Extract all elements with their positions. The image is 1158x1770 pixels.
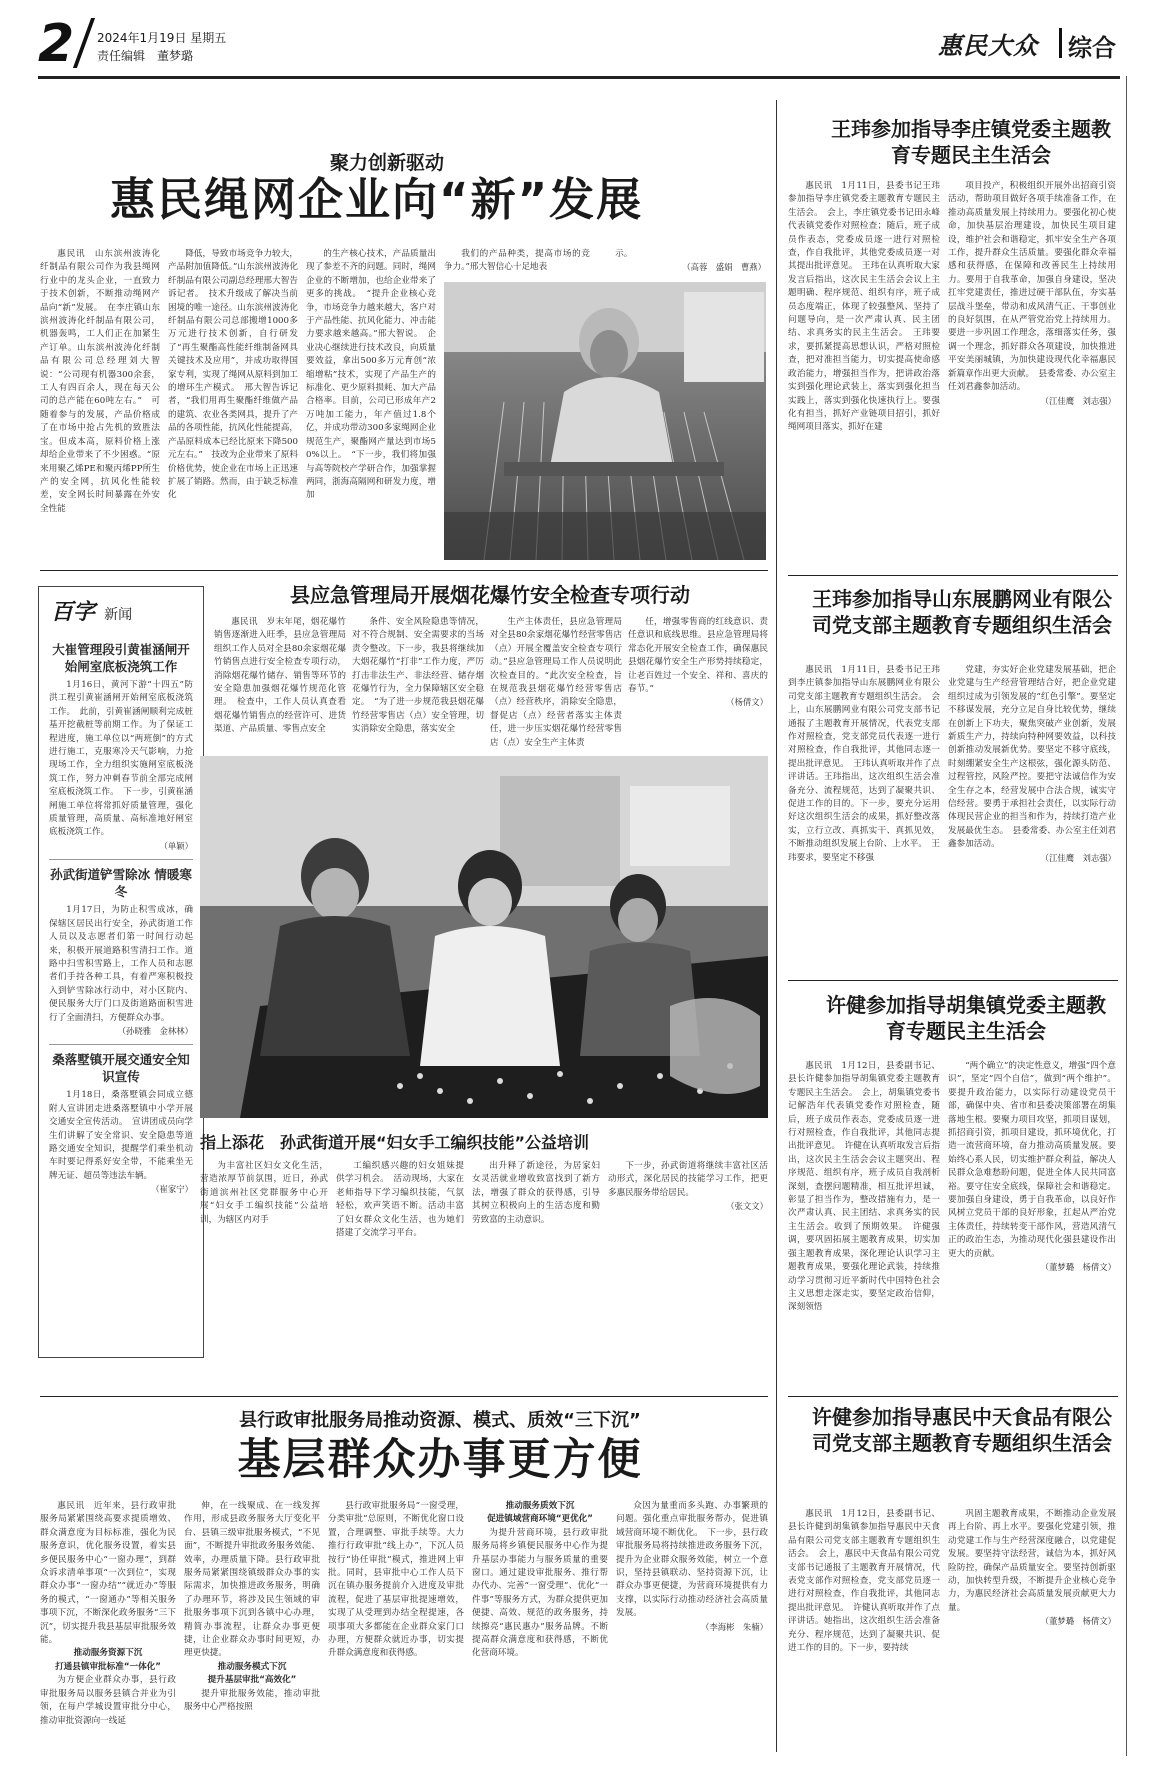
admin-byline: （李海彬 朱楠）	[701, 1621, 768, 1632]
brief-item-3-byline: （崔家宁）	[151, 1184, 193, 1195]
admin-sub3: 推动服务质效下沉	[505, 1501, 575, 1511]
lead-byline: （高蓉 盛娟 曹燕）	[682, 262, 766, 273]
brief-item-1	[49, 641, 193, 853]
admin-col2: 伸，在一线聚成、在一线发挥作用，形成县政务服务大厅变化平台、县镇三级审批服务模式，“不见面”，不断提升审批政务服务效能、效率，办理质量下降。县行政审批服务局紧紧围绕镇级群众办事的实际需求，加快推进政务服务，明确了办理环节，将涉及民生领域的审批服务事项下沉到各镇中心办理，精简办事流程，让群众办事更便捷，让企业群众办事时间更短，办理更快捷。 推动服务模式下沉 提升基层审批“高效化” 提升审批服务效能，推动审批服务中心严格按照	[184, 1501, 320, 1713]
brief-item-2-text: 1月17日，为防止积雪成冰，确保辖区居民出行安全，孙武街道工作人员以及志愿者们第一时间行动起来，积极开展道路积雪清扫工作。道路中扫雪积雪路上，工作人员和志愿者们手持各种工具，有着严寒积极投入到铲雪除冰行动中，对小区院内、便民服务大厅门口及街道路面积雪进行了全面清扫，方便群众办事。	[49, 905, 193, 1023]
brief-item-2	[49, 866, 193, 1038]
brief-item-1-text: 1月16日，黄河下游“十四五”防洪工程引黄崔涵闸开始闸室底板浇筑工作。 此前，引黄崔涵闸顺利完成桩基开挖截桩等前期工作。为了保证工程进度，施工单位以“两班倒”的方式进行施工，克服寒冷天气影响，力抢现场工作，全力组织实施闸室底板浇筑工作，努力冲刺春节前全部完成闸室底板浇筑工作。 下一步，引黄崔涵闸施工单位将常抓好质量管理，强化质量管理，高质量、高标准地好闸室底板浇筑工作。	[49, 680, 193, 838]
side1-byline: （江佳鹰 刘志强）	[1040, 395, 1116, 406]
side4-byline: （董梦璐 杨倩文）	[1040, 1616, 1116, 1627]
side2-col1: 惠民讯 1月11日，县委书记王玮到李庄镇参加指导山东展鹏网业有限公司党支部主题教育专题组织生活会。 会上，山东展鹏网业有限公司党支部书记通报了主题教育开展情况，代表党支部作对照检查，党支部党员代表逐一进行对照检查，作自我批评，其他同志逐一提出批评意见。 王玮认真听取并作了点评讲话。王玮指出，这次组织生活会准备充分、流程规范，达到了凝聚共识、促进工作的目的。下一步，要充分运用好这次组织生活会的成果，抓好整改落实，立行立改、真抓实干、真抓见效，不断推动组织发展上台阶、上水平。 王玮要求，要坚定不移强	[788, 665, 940, 863]
brief-item-1-title: 大崔管理段引黄崔涵闸开始闸室底板浇筑工作	[52, 642, 190, 674]
admin-kicker: 县行政审批服务局推动资源、模式、质效“三下沉”	[239, 1410, 641, 1431]
admin-sub1: 推动服务资源下沉	[73, 1648, 143, 1659]
brief-badge-text2: 新闻	[104, 607, 133, 623]
brief-badge	[51, 595, 132, 625]
lead-title: 惠民绳网企业向“新”发展	[110, 173, 644, 226]
feature-col1: 为丰富社区妇女文化生活，营造浓厚节前氛围，近日，孙武街道滨州社区党群服务中心开展“妇女手工编织技能”公益培训，为辖区内对手	[200, 1161, 328, 1225]
admin-col4: 推动服务质效下沉 促进镇域营商环境“更优化” 为提升营商环境，县行政审批服务局将乡镇便民服务中心作为提升基层办事能力与服务质量的重要窗口。通过建设审批服务、推行帮办代办、完善“一窗受理”、优化“一件事”等服务方式，为群众提供更加便捷、高效、规范的政务服务，持续擦亮“惠民惠办”服务品牌。不断提高群众满意度和获得感，不断优化营商环境。	[472, 1501, 608, 1659]
side2-title: 王玮参加指导山东展鹏网业有限公司党支部主题教育专题组织生活会	[812, 587, 1112, 637]
brief-item-3-text: 1月18日，桑落墅镇会同成立德附人宣讲团走进桑落墅镇中小学开展交通安全宣传活动。 宣讲团成员向学生们讲解了安全常识、安全隐患等道路交通安全知识，提醒学们乘坐机动车时要记得系好安全带，不能乘坐无牌无证、超员等违法车辆。	[49, 1090, 193, 1181]
lead-col3: 的生产核心技术，产品质量出现了参差不齐的问题。同时，绳网企业的不断增加，也给企业带来了更多的挑战。 “提升企业核心竞争，市场竞争力越来越大，客户对于产品性能、抗风化能力、冲击能力要求越来越高。”邢大智说。 企业决心继续进行技术改良，向质量要效益，拿出500多万元育创“浓缩增粘”技术，实现了产品生产的标准化、更少原料损耗、加大产品合格率。目前，公司已形成年产2万吨加工能力，年产值过1.8个亿，并成功带动300多家绳网企业规范生产，聚酯网产量达到市场50%以上。 “下一步，我们将加强与高等院校产学研合作，加强掌握两同，浙海高隔网和研发力度，增加	[306, 249, 436, 501]
side2-col2: 党建，夯实好企业党建发展基础，把企业党建与生产经营管理结合好，把企业党建组织过成为引领发展的“红色引擎”。要坚定不移谋发展，充分立足自身比较优势，继续在创新上下功夫，聚焦突破产业创新，发展新质生产力，持续向特种网要效益，以科技创新推动发展新优势。要坚定不移守底线，时刻绷紧安全生产这根弦，强化源头防范、过程管控，风险严控。要把守法诚信作为安全生存之本，经营发展中合法合规，诚实守信经营。要勇于承担社会责任，以实际行动体现民营企业的担当和作为，持续打造产业发展最优生态。 县委常委、办公室主任刘君鑫参加活动。 （江佳鹰 刘志强）	[948, 664, 1116, 974]
admin-title: 基层群众办事更方便	[237, 1435, 643, 1485]
side4-title: 许健参加指导惠民中天食品有限公司党支部主题教育专题组织生活会	[812, 1405, 1112, 1455]
side1-col2: 项目投产，积极组织开展外出招商引资活动，帮助项目做好各项手续准备工作，在推动高质量发展上持续用力。要强化初心使命，加快基层治理建设，加快民生项目建设，维护社会和谐稳定，抓牢安全生产各项工作，提升群众生活质量。要强化群众幸福感和获得感，在保障和改善民生上持续用力。要用于自我革命，加强自身建设，坚决扛牢党建责任，推进过硬干部队伍，夯实基层战斗堡垒，带动和成风清气正、干事创业的良好氛围，在从严管党治党上持续用力。要进一步巩固工作理念，落细落实任务，强调一个理念，抓好群众各项建设，加快推进平安美丽城镇，为加快建设现代化幸福惠民新篇章作出更大贡献。 县委常委、办公室主任刘君鑫参加活动。 （江佳鹰 刘志强）	[948, 180, 1116, 566]
page-number: 2	[38, 14, 75, 74]
admin-col1: 惠民讯 近年来，县行政审批服务局紧紧围绕高要求提质增效、群众满意度为目标标准，强化为民服务意识，优化服务设置，着实县乡便民服务中心“一窗办理”，到群众诉求清单事项“一次到位”，实现群众办事“一窗办结”“就近办”等服务的模式，“一窗通办”等相关服务事项下沉，不断深化政务服务“三下沉”，切实提升我县基层审批服务效能。 推动服务资源下沉 打通县镇审批标准“一体化” 为方便企业群众办事，县行政审批服务局以服务县镇合并业为引领，在每户学城设置审批分中心，推动审批资源向一线延	[40, 1501, 176, 1726]
lead-col1: 惠民讯 山东滨州波涛化纤制品有限公司作为我县绳网行业中的龙头企业，一直致力于技术创新，不断推动绳网产品向“新”发展。 在李庄镇山东滨州波涛化纤制品有限公司，机器轰鸣，工人们正在加紧生产订单。山东滨州波涛化纤制品有限公司总经理刘大智说：“公司现有机器300余套，工人有四百余人，现在每天公司的总产能在60吨左右。” 可随着参与的发展，产品价格成了在市场中抢占先机的致胜法宝。但成本高，原料价格上涨却给企业带来了不少困惑。“原来用聚乙烯PE和聚丙烯PP所生产的安全网，抗风化性能较差，安全网长时间暴露在外安全性能	[40, 249, 160, 514]
lead-col4: 我们的产品种类，提高市场的竞争力。”邢大智信心十足地表	[444, 249, 590, 273]
brief-badge-text: 百字	[51, 599, 96, 625]
brand-logo: 惠民大众	[938, 31, 1038, 60]
side3-col2: “两个确立”的决定性意义，增强“四个意识”，坚定“四个自信”，做到“两个维护”。要提升政治能力，以实际行动建设党员干部，确保中央、省市和县委决策部署在胡集落地生根。要聚力项目攻坚，抓项目谋划，抓招商引资，抓项目建设，抓环境优化，打造一流营商环境，奋力推动高质量发展。要始终心系人民，切实维护群众利益，解决人民群众急难愁盼问题，促进全体人民共同富裕。要守住安全底线，保障社会和谐稳定。要加强自身建设，勇于自我革命，以良好作风树立党员干部的良好形象，扛起从严治党主体责任，持续转变干部作风，营造风清气正的政治生态，为推动现代化强县建设作出更大的贡献。 （董梦璐 杨倩文）	[948, 1060, 1116, 1388]
lead-kicker: 聚力创新驱动	[330, 152, 445, 174]
feature-col2: 工编织感兴趣的妇女姐妹提供学习机会。 活动现场，大家在老师指导下学习编织技能，气氛轻松，欢声笑语不断。活动丰富了妇女群众文化生活，也为她们搭建了交流学习平台。	[336, 1161, 464, 1239]
brief-box	[38, 586, 204, 1358]
brief-item-2-title: 孙武街道铲雪除冰 情暖寒冬	[50, 867, 192, 900]
side1-title: 王玮参加指导李庄镇党委主题教育专题民主生活会	[831, 117, 1111, 167]
fireworks-col2: 条件、安全风险隐患等情况，对不符合规制、安全需要求的当场责令整改。下一步，我县将继续加大烟花爆竹“打非”工作力度，严厉打击非法生产、非法经营、储存烟花爆竹行为，全力保障辖区安全稳定。 “为了进一步规范我县烟花爆竹经营零售店（点）安全管理，切实消除安全隐患，落实安全	[352, 617, 484, 735]
fireworks-col1: 惠民讯 岁末年尾，烟花爆竹销售逐渐进入旺季，县应急管理局组织工作人员对全县80余家烟花爆竹销售点进行安全检查专项行动，消除烟花爆竹储存、销售等环节的安全隐患加强烟花爆竹规范化管理。 检查中，工作人员认真查看烟花爆竹销售点的经营许可、进货渠道、产品质量、零售点安全	[214, 617, 346, 735]
admin-col5: 众因为量重而多头跑、办事繁琐的问题。强化重点审批服务帮办，促进镇域营商环境不断优化。 下一步，县行政审批服务局将持续推进政务服务下沉，提升为企业群众服务效能，树立一个意识，坚持县镇联动、坚持资源下沉，让群众办事更便捷，为营商环境提供有力支撑，以实际行动推动经济社会高质量发展。 （李海彬 朱楠）	[616, 1500, 768, 1758]
lead-col5: 示。 （高蓉 盛娟 曹燕）	[598, 248, 766, 278]
side3-col1: 惠民讯 1月12日，县委副书记、县长许健参加指导胡集镇党委主题教育专题民主生活会。 会上，胡集镇党委书记解浩年代表镇党委作对照检查，随后，班子成员作表态，党委成员逐一进行对照检查，作自我批评，其他同志提出批评意见。 许健在认真听取发言后指出，这次民主生活会会议主题突出、程序规范、组织有序，班子成员自我剖析深刻，查摆问题精准，相互批评坦诚，彰显了担当作为，整改措施有力，是一次严肃认真、民主团结、求真务实的民主生活会。收到了预期效果。 许健强调，要巩固拓展主题教育成果，切实加强主题教育成果，深化理论认识学习主题教育成果，要强化理论武装，持续推动学习贯彻习近平新时代中国特色社会主义思想走深走实，要坚定政治信仰，深刻领悟	[788, 1061, 940, 1313]
admin-sub3b: 促进镇域营商环境“更优化”	[487, 1514, 593, 1525]
admin-sub1b: 打通县镇审批标准“一体化”	[55, 1661, 161, 1672]
brief-item-3	[49, 1051, 193, 1196]
fireworks-col4: 任，增强零售商的红线意识、责任意识和底线思维。县应急管理局将常态化开展安全检查工作，确保惠民县烟花爆竹安全生产形势持续稳定，让老百姓过一个安全、祥和、喜庆的春节。” （杨倩文）	[628, 616, 768, 752]
fireworks-title: 县应急管理局开展烟花爆竹安全检查专项行动	[290, 583, 690, 607]
side4-col1: 惠民讯 1月12日，县委副书记、县长许健到胡集镇参加指导惠民中天食品有限公司党支部主题教育专题组织生活会。 会上，惠民中天食品有限公司党支部书记通报了主题教育开展情况，代表党支部作对照检查，党支部党员逐一进行对照检查，作自我批评，其他同志提出批评意见。 许健认真听取并作了点评讲话。她指出，这次组织生活会准备充分、程序规范，达到了凝聚共识、促进工作的目的。下一步，要持续	[788, 1509, 940, 1654]
side2-byline: （江佳鹰 刘志强）	[1040, 852, 1116, 863]
date-line: 2024年1月19日 星期五	[97, 31, 227, 45]
feature-byline: （张文文）	[726, 1201, 768, 1212]
header-rule	[38, 76, 1120, 79]
feature-photo-weaving	[200, 756, 768, 1118]
side3-title: 许健参加指导胡集镇党委主题教育专题民主生活会	[826, 993, 1106, 1043]
editor-line: 责任编辑 董梦璐	[97, 49, 194, 63]
feature-col4: 下一步，孙武街道将继续丰富社区活动形式，深化居民的技能学习工作，把更多惠民服务带给居民。 （张文文）	[608, 1160, 768, 1234]
side4-col2: 巩固主题教育成果，不断推动企业发展再上台阶、再上水平。要强化党建引领，推动党建工作与生产经营深度融合，以党建促发展。要坚持守法经营，诚信为本，抓好风险防控，确保产品质量安全。要坚持创新驱动，加快转型升级，不断提升企业核心竞争力，为惠民经济社会高质量发展贡献更大力量。 （董梦璐 杨倩文）	[948, 1508, 1116, 1758]
brief-item-3-title: 桑落墅镇开展交通安全知识宣传	[52, 1052, 190, 1085]
admin-sub2: 推动服务模式下沉	[217, 1661, 287, 1672]
fireworks-byline: （杨倩文）	[726, 697, 768, 708]
section-name: 综合	[1068, 34, 1116, 62]
feature-col3: 出升释了新途径，为居家妇女灵活就业增收致富找到了新方法，增强了群众的获得感，引导其树立积极向上的生活态度和勤劳致富的主动意识。	[472, 1161, 600, 1225]
lead-photo-weaver	[444, 282, 766, 560]
section-divider	[1059, 28, 1062, 58]
feature-caption: 指上添花 孙武街道开展“妇女手工编织技能”公益培训	[200, 1133, 590, 1152]
admin-sub2b: 提升基层审批“高效化”	[207, 1675, 297, 1686]
brief-item-2-byline: （孙晓雅 金林林）	[117, 1025, 193, 1036]
side1-col1: 惠民讯 1月11日，县委书记王玮参加指导李庄镇党委主题教育专题民主生活会。 会上，李庄镇党委书记田永峰代表镇党委作对照检查；随后，班子成员作表态，党委成员逐一进行对照检查，作自我批评，其他党委成员逐一对其提出批评意见。 王玮在认真听取大家发言后指出，这次民主生活会会议上主题明确、程序规范、组织有序，班子成员态度端正，体现了较强整风、坚持了问题导向，是一次严肃认真、民主团结、求真务实的民主生活会。 王玮要求，要抓紧提高思想认识，严格对照检查，把对准担当能力，切实提高使命感政治能力，增强担当作为，把讲政治落实到强化理论武装上，落实到强化担当实践上，落实到强化快速执行上。要强化有担当，抓好产业链项目招引，抓好绳网项目落实，抓好在建	[788, 181, 940, 433]
admin-col3: 县行政审批服务局“一窗受理，分类审批”总原则，不断优化窗口设置，合理调整、审批手续等。大力推行行政审批“线上办”，下沉人员按行“协任审批”模式，推进网上审批。同时，县审批中心工作人员下沉在镇办服务提前介入进度及审批流程，促进了基层审批提速增效，实现了从受理到办结全程提速，各项事项大多都能在企业群众家门口办理，方便群众就近办事，切实提升群众满意度和获得感。	[328, 1501, 464, 1659]
fireworks-col3: 生产主体责任，县应急管理局对全县80余家烟花爆竹经营零售店（点）开展全覆盖安全检查专项行动。”县应急管理局工作人员说明此次检查目的。“此次安全检查，旨在规范我县烟花爆竹经营零售店（点）经营秩序，消除安全隐患，督促店（点）经营者落实主体责任，进一步压实烟花爆竹经营零售店（点）安全生产主体责	[490, 617, 622, 748]
side3-byline: （董梦璐 杨倩文）	[1040, 1262, 1116, 1273]
brief-item-1-byline: （单颖）	[159, 840, 193, 851]
lead-col2: 降低，导致市场竞争力较大，产品附加值降低。”山东滨州波涛化纤制品有限公司副总经理邢大智告诉记者。 技术升级成了解决当前困境的唯一途径。山东滨州波涛化纤制品有限公司总部搬增1000多万元进行技术创新，自行研发了“再生聚酯高性能纤维制备网具关键技术及应用”，并成功取得国家专利，实现了绳网从原料到加工的增环生产模式。 邢大智告诉记者，“我们用再生聚酯纤维做产品的建筑、农业各类网具，提升了产品的各项性能，抗风化性能提高，产品原料成本已经比原来下降500元左右。” 技改为企业带来了原料价格优势，使企业在市场上正迅速扩展了销路。然而，由于缺乏标准化	[168, 249, 298, 501]
